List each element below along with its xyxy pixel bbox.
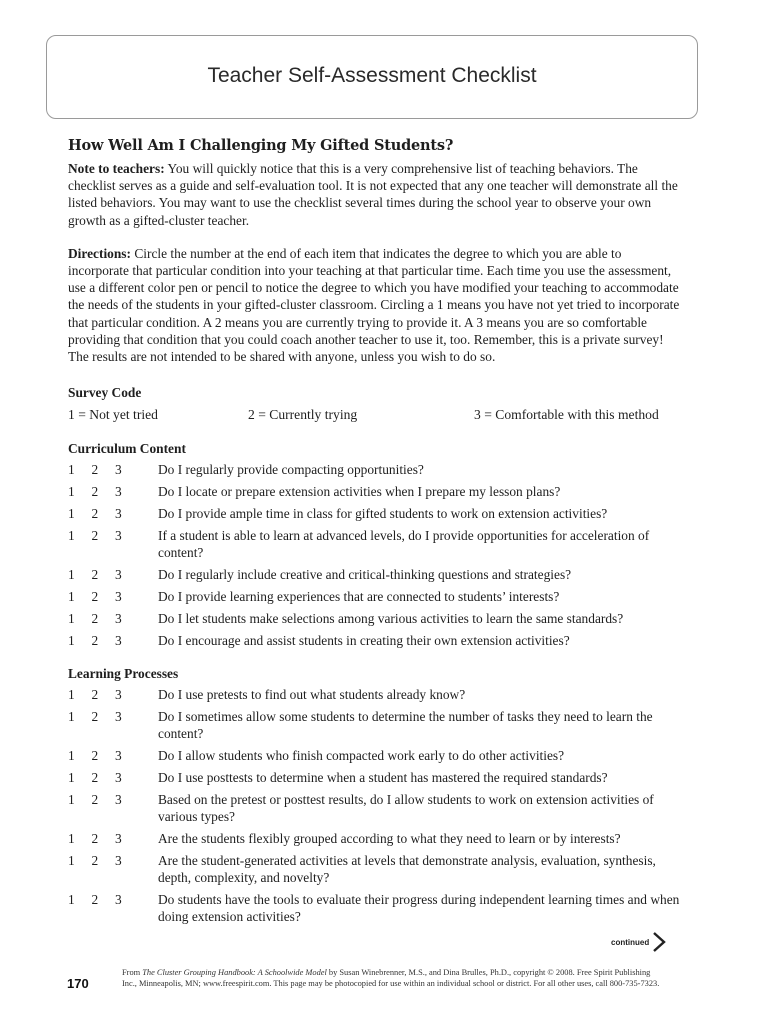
rating-2[interactable]: 2 — [91, 831, 99, 847]
rating-2[interactable]: 2 — [91, 892, 99, 908]
rating-3[interactable]: 3 — [115, 792, 122, 808]
curriculum-list — [68, 461, 684, 649]
item-question: Do I allow students who finish compacted work early to do other activities? — [158, 748, 565, 764]
rating-options — [68, 610, 158, 627]
checklist-item — [68, 769, 684, 786]
checklist-item — [68, 686, 684, 703]
item-question: Do I sometimes allow some students to determine the number of tasks they need to learn the content? — [158, 709, 653, 742]
chevron-right-icon — [652, 931, 666, 953]
checklist-item — [68, 461, 684, 478]
page-title: Teacher Self-Assessment Checklist — [207, 64, 537, 87]
rating-2[interactable]: 2 — [91, 506, 99, 522]
rating-2[interactable]: 2 — [91, 748, 99, 764]
rating-2[interactable]: 2 — [91, 589, 99, 605]
rating-1[interactable]: 1 — [68, 611, 75, 627]
rating-2[interactable]: 2 — [91, 687, 99, 703]
code-1: 1 = Not yet tried — [68, 407, 158, 423]
rating-3[interactable]: 3 — [115, 462, 122, 478]
rating-3[interactable]: 3 — [115, 748, 122, 764]
rating-2[interactable]: 2 — [91, 709, 99, 725]
rating-2[interactable]: 2 — [91, 484, 99, 500]
rating-1[interactable]: 1 — [68, 506, 75, 522]
checklist-item — [68, 708, 684, 742]
rating-2[interactable]: 2 — [91, 611, 99, 627]
page-number: 170 — [67, 976, 89, 991]
learning-list — [68, 686, 684, 925]
rating-3[interactable]: 3 — [115, 709, 122, 725]
rating-options — [68, 588, 158, 605]
rating-1[interactable]: 1 — [68, 633, 75, 649]
rating-options — [68, 747, 158, 764]
item-question: Do I regularly provide compacting opportunities? — [158, 462, 424, 478]
item-question: Based on the pretest or posttest results, do I allow students to work on extension activities of various types? — [158, 792, 654, 825]
rating-options — [68, 708, 158, 742]
survey-code-row — [68, 406, 684, 423]
rating-1[interactable]: 1 — [68, 528, 75, 544]
title-box — [46, 35, 698, 119]
rating-1[interactable]: 1 — [68, 484, 75, 500]
item-question: Do students have the tools to evaluate their progress during independent learning times and when doing extension activities? — [158, 892, 680, 925]
rating-1[interactable]: 1 — [68, 687, 75, 703]
rating-1[interactable]: 1 — [68, 853, 75, 869]
rating-1[interactable]: 1 — [68, 589, 75, 605]
item-question: Are the students flexibly grouped according to what they need to learn or by interests? — [158, 831, 621, 847]
rating-1[interactable]: 1 — [68, 892, 75, 908]
item-question: Do I locate or prepare extension activities when I prepare my lesson plans? — [158, 484, 561, 500]
section-heading: How Well Am I Challenging My Gifted Students? — [68, 137, 454, 154]
rating-1[interactable]: 1 — [68, 709, 75, 725]
rating-3[interactable]: 3 — [115, 831, 122, 847]
checklist-item — [68, 791, 684, 825]
rating-2[interactable]: 2 — [91, 792, 99, 808]
rating-options — [68, 686, 158, 703]
item-question: Do I let students make selections among various activities to learn the same standards? — [158, 611, 624, 627]
rating-1[interactable]: 1 — [68, 831, 75, 847]
rating-2[interactable]: 2 — [91, 528, 99, 544]
checklist-item — [68, 852, 684, 886]
checklist-item — [68, 483, 684, 500]
footer-rest: by Susan Winebrenner, M.S., and Dina Brulles, Ph.D., copyright © 2008. Free Spirit Publishing Inc., Minneapolis, MN; www.freespirit.com. This page may be photocopied for use within an individual school or district. For all other uses, call 800-735-7323. — [122, 968, 660, 988]
item-question: If a student is able to learn at advanced levels, do I provide opportunities for acceleration of content? — [158, 528, 650, 561]
item-question: Do I encourage and assist students in creating their own extension activities? — [158, 633, 570, 649]
rating-options — [68, 769, 158, 786]
item-question: Do I provide ample time in class for gifted students to work on extension activities? — [158, 506, 608, 522]
rating-options — [68, 791, 158, 825]
rating-3[interactable]: 3 — [115, 853, 122, 869]
directions-label: Directions: — [68, 245, 131, 261]
item-question: Do I use posttests to determine when a student has mastered the required standards? — [158, 770, 608, 786]
rating-3[interactable]: 3 — [115, 611, 122, 627]
rating-2[interactable]: 2 — [91, 853, 99, 869]
checklist-item — [68, 505, 684, 522]
rating-3[interactable]: 3 — [115, 892, 122, 908]
checklist-item — [68, 891, 684, 925]
checklist-item — [68, 588, 684, 605]
continued-marker — [611, 931, 666, 953]
item-question: Do I use pretests to find out what students already know? — [158, 687, 466, 703]
rating-options — [68, 632, 158, 649]
checklist-item — [68, 747, 684, 764]
rating-options — [68, 891, 158, 925]
continued-label: continued — [611, 937, 650, 947]
item-question: Do I regularly include creative and critical-thinking questions and strategies? — [158, 567, 572, 583]
rating-2[interactable]: 2 — [91, 462, 99, 478]
rating-3[interactable]: 3 — [115, 506, 122, 522]
footer-prefix: From — [122, 968, 143, 977]
code-2: 2 = Currently trying — [248, 407, 358, 423]
rating-2[interactable]: 2 — [91, 567, 99, 583]
rating-3[interactable]: 3 — [115, 484, 122, 500]
rating-3[interactable]: 3 — [115, 589, 122, 605]
content — [68, 137, 684, 930]
directions-text: Circle the number at the end of each item that indicates the degree to which you are able to incorporate that particular condition into your teaching at that particular time. Each time you use the assessment, use a different color pen or pencil to notice the degree to which you have modified your teaching to accommodate the needs of the students in your gifted-cluster classroom. Circling a 1 means you have not yet tried to incorporate that particular condition. A 2 means you are currently trying to provide it. A 3 means you are so comfortable providing that condition that you could coach another teacher to use it, too. Remember, this is a private survey! The results are not intended to be shared with anyone, unless you wish to do so. — [68, 245, 680, 365]
checklist-item — [68, 632, 684, 649]
checklist-item — [68, 527, 684, 561]
footer-book-title: The Cluster Grouping Handbook: A Schoolwide Model — [142, 968, 327, 977]
rating-2[interactable]: 2 — [91, 770, 99, 786]
rating-2[interactable]: 2 — [91, 633, 99, 649]
checklist-item — [68, 566, 684, 583]
survey-code-title: Survey Code — [68, 385, 142, 401]
directions-paragraph — [68, 245, 684, 365]
rating-options — [68, 461, 158, 478]
rating-options — [68, 852, 158, 886]
rating-options — [68, 566, 158, 583]
code-3: 3 = Comfortable with this method — [474, 407, 659, 423]
checklist-item — [68, 610, 684, 627]
rating-options — [68, 505, 158, 522]
rating-3[interactable]: 3 — [115, 687, 122, 703]
rating-3[interactable]: 3 — [115, 528, 122, 544]
note-text: You will quickly notice that this is a very comprehensive list of teaching behaviors. The checklist serves as a guide and self-evaluation tool. It is not expected that any one teacher will demonstrate all the listed behaviors. You may want to use the checklist several times during the school year to observe your own growth as a gifted-cluster teacher. — [68, 161, 678, 228]
rating-options — [68, 527, 158, 561]
learning-title: Learning Processes — [68, 666, 179, 682]
rating-1[interactable]: 1 — [68, 567, 75, 583]
checklist-item — [68, 830, 684, 847]
rating-options — [68, 830, 158, 847]
note-label: Note to teachers: — [68, 161, 165, 176]
rating-3[interactable]: 3 — [115, 633, 122, 649]
rating-1[interactable]: 1 — [68, 770, 75, 786]
rating-1[interactable]: 1 — [68, 792, 75, 808]
item-question: Do I provide learning experiences that are connected to students’ interests? — [158, 589, 560, 605]
rating-3[interactable]: 3 — [115, 770, 122, 786]
curriculum-title: Curriculum Content — [68, 441, 186, 457]
footer-credit — [122, 968, 662, 989]
rating-options — [68, 483, 158, 500]
rating-1[interactable]: 1 — [68, 748, 75, 764]
note-paragraph — [68, 160, 684, 229]
item-question: Are the student-generated activities at levels that demonstrate analysis, evaluation, synthesis, depth, complexity, and novelty? — [158, 853, 656, 886]
rating-3[interactable]: 3 — [115, 567, 122, 583]
rating-1[interactable]: 1 — [68, 462, 75, 478]
